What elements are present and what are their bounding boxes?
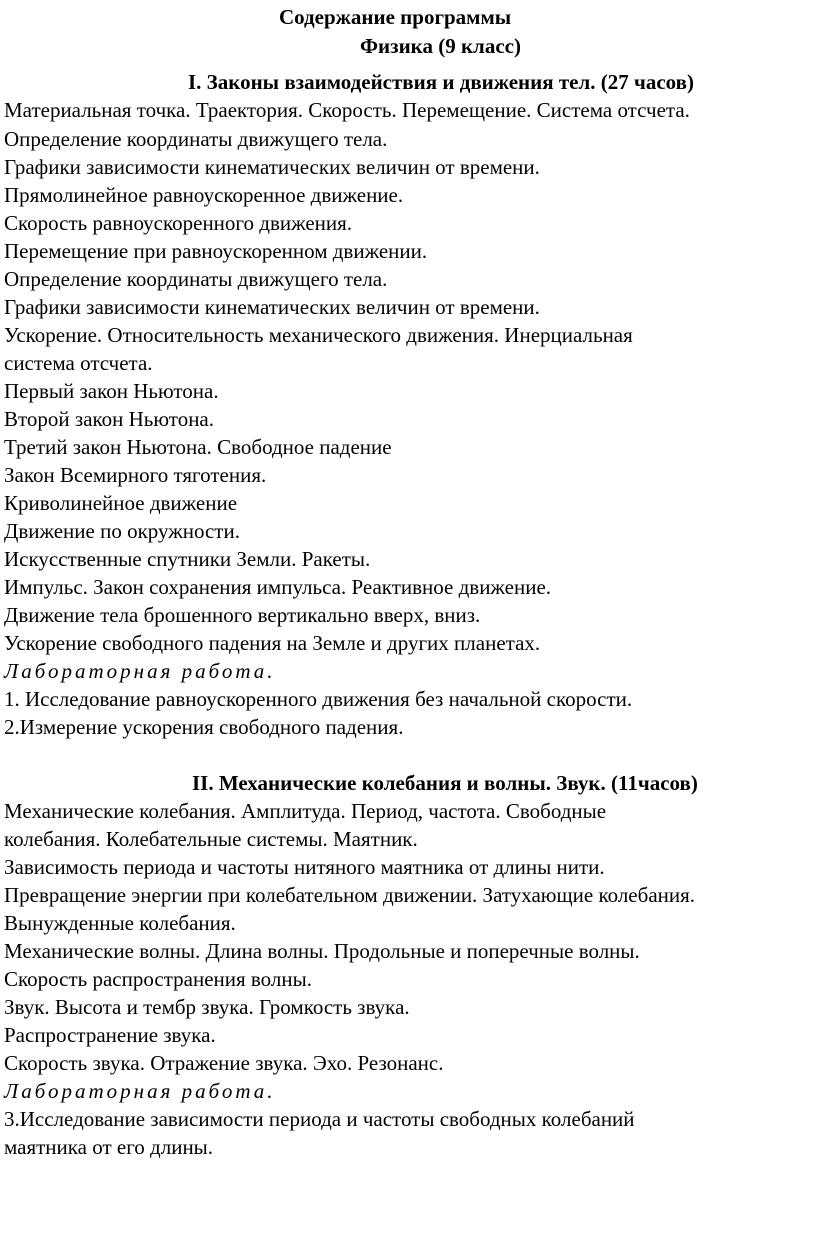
section-heading-1: I. Законы взаимодействия и движения тел. (27 часов)	[188, 70, 694, 94]
document-subtitle: Физика (9 класс)	[360, 34, 521, 58]
section-1-line: Третий закон Ньютона. Свободное падение	[4, 435, 392, 459]
lab-work-label-1: Лабораторная работа.	[4, 659, 276, 683]
section-2-line: маятника от его длины.	[4, 1135, 214, 1159]
document-title: Содержание программы	[279, 5, 512, 29]
section-2-line: Скорость распространения волны.	[4, 967, 312, 991]
section-2-line: Звук. Высота и тембр звука. Громкость звука.	[4, 995, 410, 1019]
section-1-line: Ускорение свободного падения на Земле и других планетах.	[4, 631, 541, 655]
lab-work-label-2: Лабораторная работа.	[4, 1079, 276, 1103]
section-1-line: Материальная точка. Траектория. Скорость. Перемещение. Система отсчета.	[4, 98, 690, 122]
section-1-line: система отсчета.	[4, 351, 153, 375]
section-1-line: 1. Исследование равноускоренного движения без начальной скорости.	[4, 687, 633, 711]
section-2-line: Превращение энергии при колебательном движении. Затухающие колебания.	[4, 883, 696, 907]
section-1-line: Ускорение. Относительность механического движения. Инерциальная	[4, 323, 633, 347]
section-1-line: Движение тела брошенного вертикально вверх, вниз.	[4, 603, 481, 627]
section-1-line: Определение координаты движущего тела.	[4, 127, 388, 151]
section-1-line: Искусственные спутники Земли. Ракеты.	[4, 547, 371, 571]
section-heading-2: II. Механические колебания и волны. Звук. (11часов)	[192, 771, 698, 795]
section-1-line: Скорость равноускоренного движения.	[4, 211, 353, 235]
section-1-line: Импульс. Закон сохранения импульса. Реактивное движение.	[4, 575, 552, 599]
section-1-line: Первый закон Ньютона.	[4, 379, 219, 403]
section-2-line: Зависимость периода и частоты нитяного маятника от длины нити.	[4, 855, 605, 879]
section-2-line: Скорость звука. Отражение звука. Эхо. Резонанс.	[4, 1051, 444, 1075]
section-1-line: Графики зависимости кинематических величин от времени.	[4, 295, 540, 319]
section-1-line: Перемещение при равноускоренном движении.	[4, 239, 428, 263]
section-1-line: Движение по окружности.	[4, 519, 240, 543]
section-1-line: Прямолинейное равноускоренное движение.	[4, 183, 404, 207]
section-1-line: Второй закон Ньютона.	[4, 407, 214, 431]
section-1-line: Определение координаты движущего тела.	[4, 267, 388, 291]
section-2-line: Механические волны. Длина волны. Продольные и поперечные волны.	[4, 939, 640, 963]
section-1-line: Криволинейное движение	[4, 491, 238, 515]
section-2-line: Распространение звука.	[4, 1023, 216, 1047]
section-2-line: Механические колебания. Амплитуда. Период, частота. Свободные	[4, 799, 607, 823]
section-1-line: Графики зависимости кинематических величин от времени.	[4, 155, 540, 179]
section-2-line: колебания. Колебательные системы. Маятник.	[4, 827, 418, 851]
section-1-line: Закон Всемирного тяготения.	[4, 463, 267, 487]
section-2-line: 3.Исследование зависимости периода и частоты свободных колебаний	[4, 1107, 635, 1131]
section-2-line: Вынужденные колебания.	[4, 911, 236, 935]
section-1-line: 2.Измерение ускорения свободного падения.	[4, 715, 404, 739]
